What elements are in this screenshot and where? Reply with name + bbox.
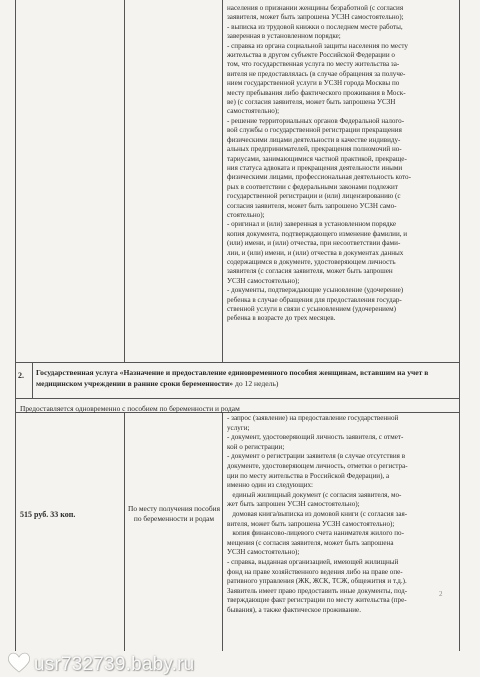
- table-border-right: [459, 0, 460, 651]
- text-line: вителя, может быть запрошена УСЗН самостоятельно);: [227, 519, 395, 528]
- text-line: - документы, подтверждающие усыновление (удочерение): [227, 286, 404, 295]
- page-number: 2: [439, 590, 443, 598]
- text-line: - запрос (заявление) на предоставление государственной: [227, 414, 399, 422]
- text-line: домовая книга/выписка из домовой книги (с согласия зая-: [227, 509, 408, 518]
- provision-note: Предоставляется одновременно с пособием по беременности и родам: [20, 404, 240, 413]
- text-line: - справка из органа социальной защиты населения по месту: [227, 41, 408, 50]
- text-line: именно один из следующих:: [227, 481, 314, 490]
- text-line: копия финансово-лицевого счета нанимателя жилого по-: [227, 529, 404, 538]
- text-line: том, что государственная услуга по месту жительства за-: [227, 60, 400, 69]
- service-title-bold: Государственная услуга «Назначение и предоставление единовременного пособия женщинам, вставшим на учет в медицинском учреждении в ранние сроки беременности»: [36, 368, 429, 388]
- text-line: УСЗН самостоятельно);: [227, 276, 300, 285]
- text-line: физическими лицами деятельности в качестве индивиду-: [227, 135, 401, 144]
- site-watermark: usr732739.baby.ru: [34, 654, 195, 675]
- text-line: жительства в другом субъекте Российской Федерации о: [227, 51, 395, 60]
- text-line: - справка, выданная организацией, имеющей жилищный: [227, 557, 399, 566]
- text-line: лии, и (или) имени, и (или) отчества в документах данных: [227, 248, 404, 257]
- text-line: вителя не предоставлялась (в случае обращения за получе-: [227, 69, 406, 78]
- text-line: - документ о регистрации заявителя (в случае отсутствия в: [227, 452, 406, 461]
- text-line: фонд на праве хозяйственного ведения либо на праве опе-: [227, 567, 403, 576]
- text-line: единый жилищный документ (с согласия заявителя, мо-: [227, 490, 402, 499]
- table-rule: [15, 362, 460, 363]
- service-title-tail: до 12 недель): [233, 378, 279, 388]
- text-line: физическими лицами, профессиональная деятельность кото-: [227, 173, 411, 182]
- text-line: ции по месту жительства в Российской Федерации), а: [227, 471, 390, 480]
- benefit-amount: 515 руб. 33 коп.: [20, 510, 76, 519]
- text-line: мещения (с согласия заявителя, может быть запрошена: [227, 538, 394, 547]
- text-line: ребенка в случае обращения для предоставления государ-: [227, 295, 402, 304]
- text-line: тверждающие факт регистрации по месту жительства (пре-: [227, 596, 407, 605]
- text-line: ве) (с согласия заявителя, может быть запрошена УСЗН: [227, 98, 396, 107]
- service-title: [36, 368, 456, 389]
- text-line: вой службы о государственной регистрации прекращения: [227, 126, 402, 135]
- text-line: бывания), а также фактическое проживание.: [227, 605, 361, 614]
- table-border-col2b: [222, 412, 223, 651]
- text-line: - оригинал и (или) заверенная в установленном порядке: [227, 220, 397, 229]
- text-line: согласия заявителя, может быть запрошено УСЗН само-: [227, 201, 397, 210]
- text-line: кой о регистрации;: [227, 442, 285, 451]
- application-place: По месту получения пособия по беременности и родам: [128, 504, 220, 523]
- text-line: жет быть запрошен УСЗН самостоятельно);: [227, 500, 360, 509]
- table-border-left: [15, 0, 16, 651]
- table-border-col1b: [124, 412, 125, 651]
- text-line: ния статуса адвоката и прекращения деятельности иными: [227, 163, 403, 172]
- text-line: тариусами, занимающимися частной практикой, прекраще-: [227, 154, 407, 163]
- table-border-num: [32, 362, 33, 398]
- text-line: рых в соответствии с федеральными законами подлежит: [227, 182, 398, 191]
- text-line: нием государственной услуги в УСЗН города Москвы по: [227, 79, 400, 88]
- text-line: услуги;: [227, 423, 250, 432]
- text-line: самостоятельно);: [227, 107, 280, 116]
- row-number: 2.: [18, 371, 24, 380]
- text-line: ребенка в возрасте до трех месяцев.: [227, 314, 336, 323]
- text-line: содержащимся в документе, удостоверяющем личность: [227, 257, 396, 266]
- heart-logo-icon: [6, 650, 32, 674]
- text-line: ративного управления (ЖК, ЖСК, ТСЖ, общежития и т.д.).: [227, 577, 407, 586]
- text-line: документе, удостоверяющем личность, отметки о регистра-: [227, 461, 408, 470]
- text-line: Заявитель имеет право предоставить иные документы, под-: [227, 586, 408, 595]
- required-documents-list: [227, 414, 456, 615]
- continuation-documents-list: [227, 4, 456, 324]
- text-line: - документ, удостоверяющий личность заявителя, с отмет-: [227, 433, 404, 442]
- table-border-col2: [222, 0, 223, 362]
- text-line: - выписка из трудовой книжки о последнем месте работы,: [227, 22, 403, 31]
- table-border-col1: [124, 0, 125, 362]
- text-line: - решение территориальных органов Федеральной налого-: [227, 116, 405, 125]
- text-line: копия документа, подтверждающего изменение фамилии, и: [227, 229, 408, 238]
- text-line: населения о признании женщины безработной (с согласия: [227, 4, 404, 12]
- text-line: ственной услуги в связи с усыновлением (удочерением): [227, 305, 396, 313]
- text-line: (или) имени, и (или) отчества, при несоответствии фами-: [227, 239, 401, 248]
- table-rule: [15, 398, 460, 399]
- text-line: заверенная в установленном порядке;: [227, 32, 341, 41]
- text-line: государственной регистрации и (или) лицензированию (с: [227, 192, 401, 201]
- text-line: альных предпринимателей, прекращения полномочий но-: [227, 145, 402, 154]
- text-line: заявителя (с согласия заявителя, может быть запрошен: [227, 267, 393, 276]
- text-line: стоятельно);: [227, 210, 265, 219]
- text-line: месту пребывания либо фактического проживания в Моск-: [227, 88, 406, 97]
- text-line: заявителя, может быть запрошена УСЗН самостоятельно);: [227, 13, 404, 22]
- text-line: УСЗН самостоятельно);: [227, 548, 300, 557]
